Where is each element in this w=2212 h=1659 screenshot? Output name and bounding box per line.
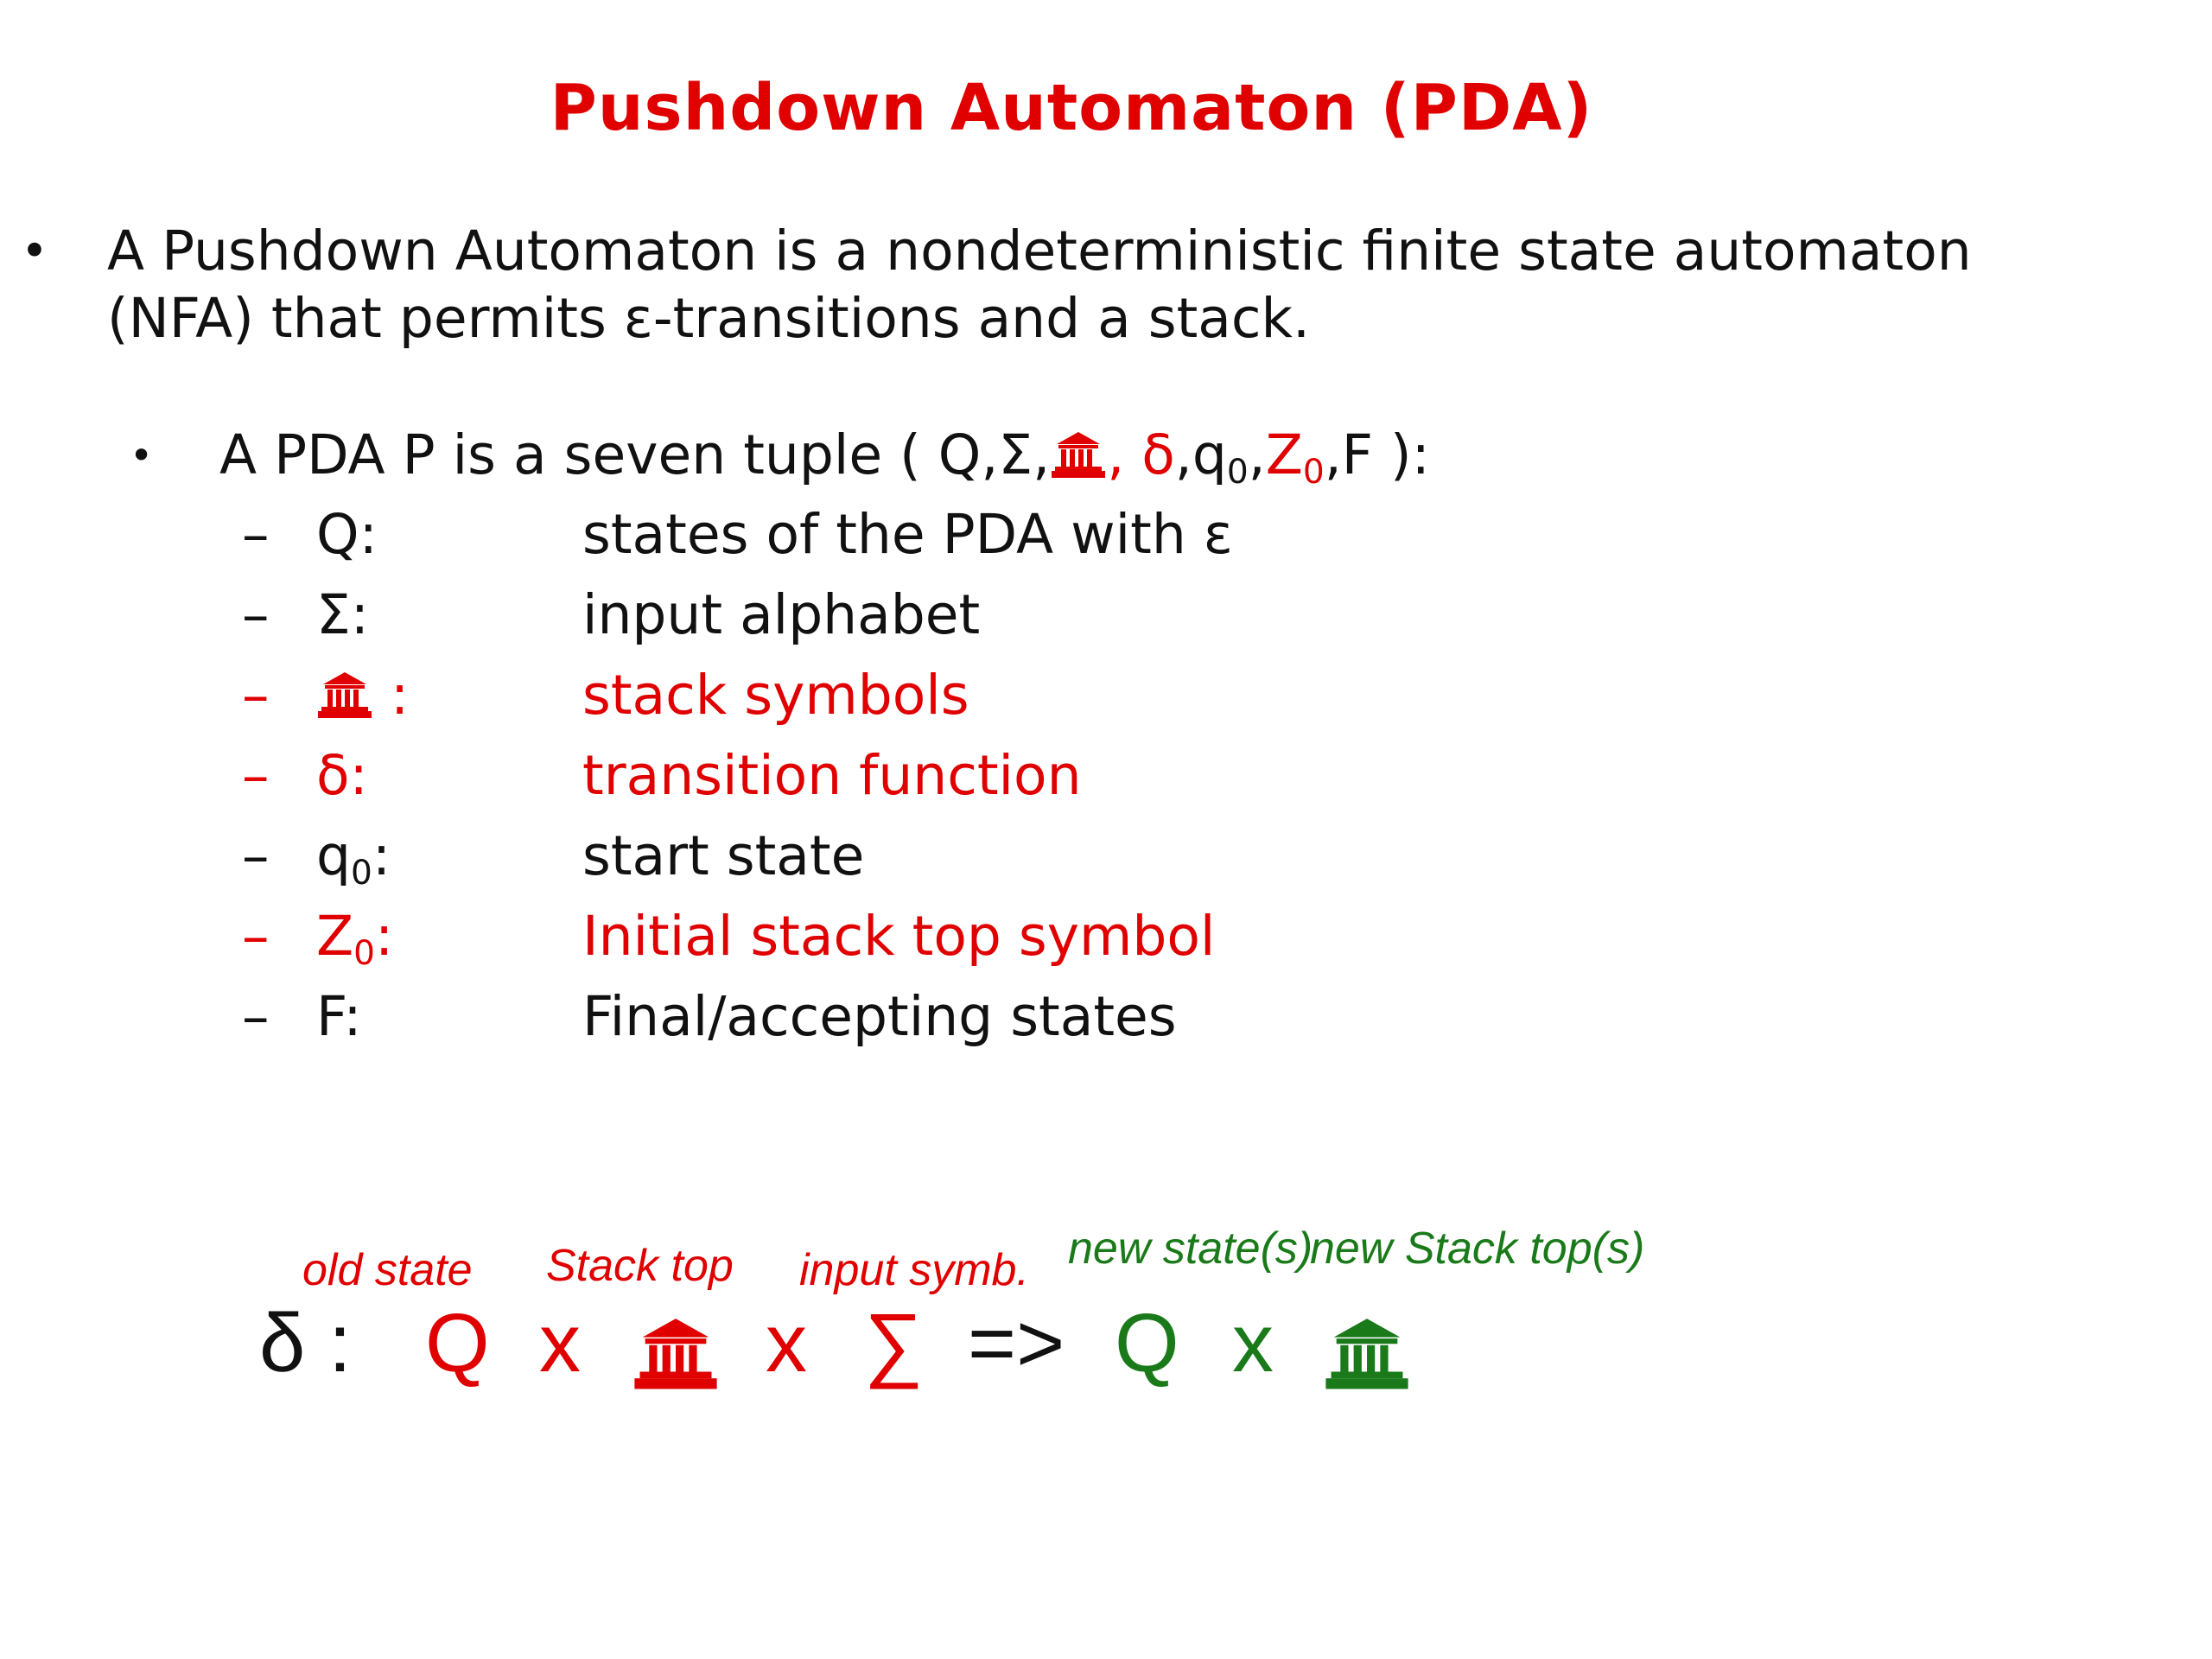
tuple-prefix: A PDA P is a seven tuple ( Q,Σ,	[219, 423, 1051, 486]
item-dash: –	[242, 583, 270, 646]
stack-building-icon	[1050, 430, 1107, 479]
tuple-q-sub: 0	[1226, 452, 1249, 492]
item-description: input alphabet	[582, 583, 981, 646]
tuple-z: Z	[1265, 423, 1303, 486]
item-dash: –	[242, 503, 270, 566]
formula-x1: x	[539, 1297, 581, 1389]
item-symbol-suffix: :	[375, 905, 394, 968]
item-description: Initial stack top symbol	[582, 905, 1216, 968]
intro-line-2: (NFA) that permits ε-transitions and a stack.	[107, 287, 1311, 350]
stack-building-icon	[316, 671, 373, 719]
item-description: start state	[582, 824, 865, 887]
bullet-marker: •	[130, 432, 154, 479]
formula-q-new: Q	[1115, 1297, 1179, 1389]
tuple-suffix: F ):	[1341, 423, 1430, 486]
intro-line-1: A Pushdown Automaton is a nondeterministic finite state automaton	[107, 219, 1972, 283]
label-new-stack-tops: new Stack top(s)	[1310, 1224, 1645, 1274]
label-stack-top: Stack top	[546, 1241, 734, 1291]
item-symbol-group	[316, 824, 391, 893]
formula-arrow: =>	[968, 1297, 1065, 1389]
item-description: stack symbols	[582, 664, 969, 727]
item-dash: –	[242, 985, 270, 1048]
label-old-state: old state	[302, 1245, 473, 1295]
tuple-definition: A PDA P is a seven tuple ( Q,Σ, , $\delta,q_0,Z_0,F$ ):	[219, 423, 1430, 492]
item-dash: –	[242, 824, 270, 887]
stack-building-icon-green	[1322, 1315, 1412, 1410]
item-symbol: Z	[316, 905, 354, 968]
item-symbol: F:	[316, 985, 362, 1048]
item-symbol-group	[316, 905, 394, 973]
formula-x2: x	[766, 1297, 807, 1389]
item-dash: –	[242, 664, 270, 727]
tuple-z-sub: 0	[1302, 452, 1325, 492]
intro-text	[107, 218, 2129, 353]
bullet-marker: •	[21, 224, 48, 278]
item-symbol-sub: 0	[351, 853, 372, 893]
item-description: transition function	[582, 744, 1082, 807]
formula-x3: x	[1232, 1297, 1274, 1389]
item-description: Final/accepting states	[582, 985, 1177, 1048]
stack-building-icon	[631, 1315, 721, 1410]
formula-sigma: ∑	[864, 1297, 924, 1389]
formula-q-old: Q	[425, 1297, 490, 1389]
item-symbol: δ:	[316, 744, 368, 807]
label-new-states: new state(s)	[1068, 1224, 1313, 1274]
item-symbol: Q:	[316, 503, 378, 566]
label-input-symb: input symb.	[799, 1245, 1029, 1295]
item-symbol: q	[316, 824, 351, 887]
slide-title: Pushdown Automaton (PDA)	[550, 71, 1593, 145]
item-symbol: :	[391, 664, 410, 727]
item-symbol: Σ:	[316, 583, 370, 646]
tuple-comma-red: ,	[1107, 423, 1142, 486]
item-dash: –	[242, 744, 270, 807]
item-symbol-group	[316, 664, 409, 727]
item-symbol-sub: 0	[353, 933, 376, 973]
tuple-delta: δ	[1141, 423, 1175, 486]
tuple-q: q	[1192, 423, 1227, 486]
formula-delta: δ :	[259, 1297, 352, 1389]
item-symbol-suffix: :	[372, 824, 391, 887]
item-description: states of the PDA with ε	[582, 503, 1233, 566]
item-dash: –	[242, 905, 270, 968]
